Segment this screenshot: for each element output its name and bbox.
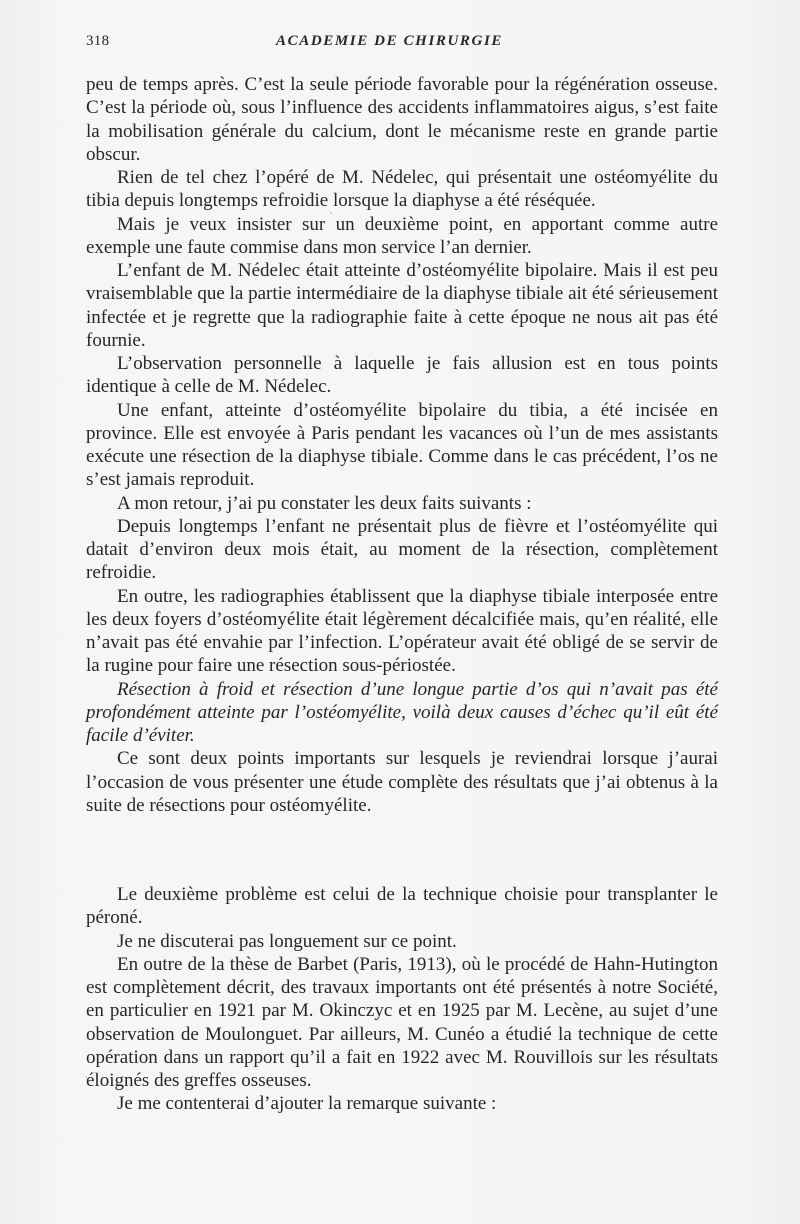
paragraph-literature-review: En outre de la thèse de Barbet (Paris, 1913), où le procédé de Hahn-Hutington est complètement décrit, des travaux importants ont été présentés à notre Société, en particulier en 1921 par M. Okinczyc et en 1925 par M. Lecène, au sujet d’une observation de Moulonguet. Par ailleurs, M. Cunéo a étudié la technique de cette opération dans un rapport qu’il a fait en 1922 avec M. Rouvillois sur les résultats éloignés des greffes osseuses. <box>86 953 718 1091</box>
main-text-section <box>86 73 718 817</box>
paragraph-fever-history: Depuis longtemps l’enfant ne présentait plus de fièvre et l’ostéomyélite qui datait d’environ deux mois était, au moment de la résection, complètement refroidie. <box>86 515 718 584</box>
paragraph-no-long-discussion: Je ne discuterai pas longuement sur ce point. <box>117 930 457 952</box>
scan-speck-mark <box>330 212 332 214</box>
paragraph-personal-observation: L’observation personnelle à laquelle je fais allusion est en tous points identique à celle de M. Nédelec. <box>86 353 718 398</box>
paragraph-second-point: Mais je veux insister sur un deuxième point, en apportant comme autre exemple une faute commise dans mon service l’an dernier. <box>86 213 718 258</box>
paragraph-future-study: Ce sont deux points importants sur lesquels je reviendrai lorsque j’aurai l’occasion de vous présenter une étude complète des résultats que j’ai obtenus à la suite de résections pour ostéomyélite. <box>86 748 718 816</box>
paragraph-bipolar-osteomyelitis: L’enfant de M. Nédelec était atteinte d’ostéomyélite bipolaire. Mais il est peu vraisemblable que la partie intermédiaire de la diaphyse tibiale ait été sérieusement infectée et je regrette que la radiographie faite à cette époque ne nous ait pas été fournie. <box>86 260 718 351</box>
scan-speck-mark <box>85 1076 87 1078</box>
page-header <box>86 33 720 57</box>
paragraph-case-description: Une enfant, atteinte d’ostéomyélite bipolaire du tibia, a été incisée en province. Elle est envoyée à Paris pendant les vacances où l’un de mes assistants exécute une résection de la diaphyse tibiale. Comme dans le cas précédent, l’os ne s’est jamais reproduit. <box>86 399 718 491</box>
technique-section <box>86 883 718 1116</box>
page-number: 318 <box>86 33 110 49</box>
running-title: ACADEMIE DE CHIRURGIE <box>276 33 503 49</box>
paragraph-continuation: peu de temps après. C’est la seule période favorable pour la régénération osseuse. C’est la période où, sous l’influence des accidents inflammatoires aigus, s’est faite la mobilisation générale du calcium, dont le mécanisme reste en grande partie obscur. <box>86 74 718 165</box>
paragraph-second-problem: Le deuxième problème est celui de la technique choisie pour transplanter le péroné. <box>86 884 718 929</box>
paragraph-failure-causes: Résection à froid et résection d’une longue partie d’os qui n’avait pas été profondément atteinte par l’ostéomyélite, voilà deux causes d’échec qu’il eût été facile d’éviter. <box>86 678 718 746</box>
paragraph-two-facts: A mon retour, j’ai pu constater les deux faits suivants : <box>117 492 532 514</box>
paragraph-nedelec-case: Rien de tel chez l’opéré de M. Nédelec, qui présentait une ostéomyélite du tibia depuis longtemps refroidie lorsque la diaphyse a été réséquée. <box>86 167 718 212</box>
paragraph-radiographs: En outre, les radiographies établissent que la diaphyse tibiale interposée entre les deux foyers d’ostéomyélite était légèrement décalcifiée mais, qu’en réalité, elle n’avait pas été envahie par l’infection. L’opérateur avait été obligé de se servir de la rugine pour faire une résection sous-périostée. <box>86 585 718 677</box>
paragraph-final-remark: Je me contenterai d’ajouter la remarque suivante : <box>117 1093 497 1115</box>
